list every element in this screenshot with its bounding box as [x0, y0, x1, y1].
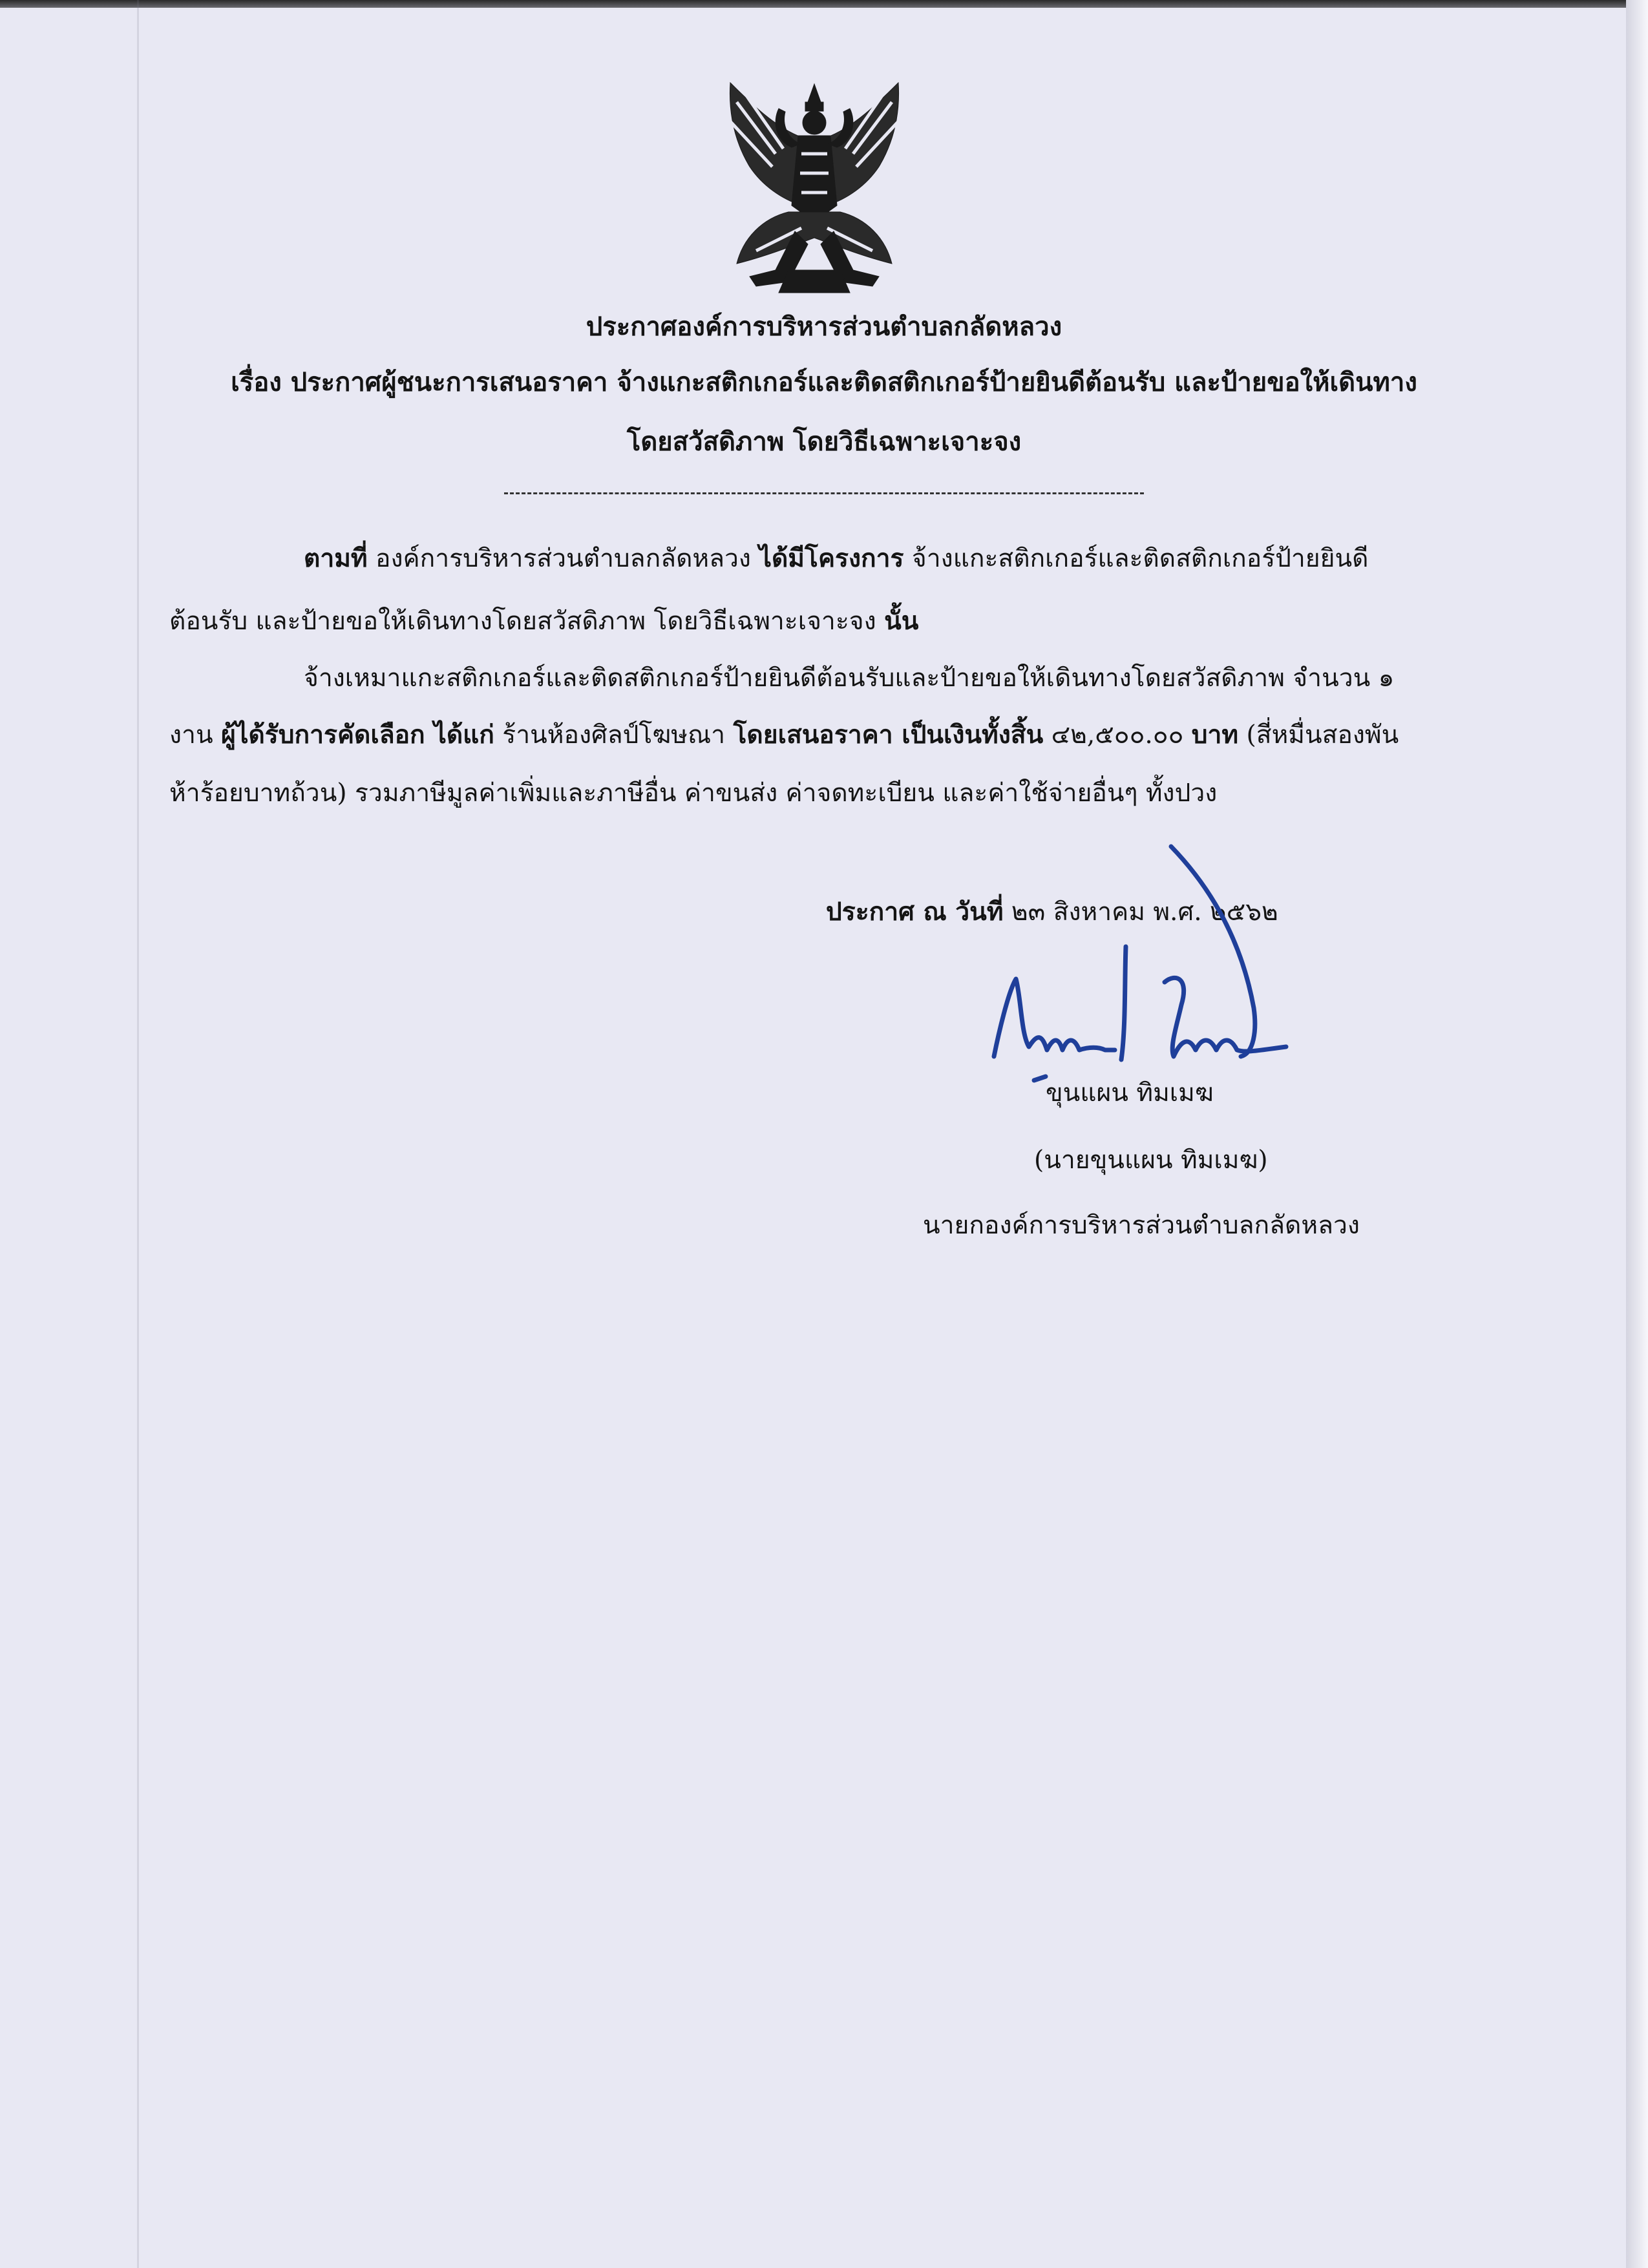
handwritten-signature [982, 840, 1331, 1086]
paragraph-2-currency: บาท [1191, 720, 1239, 750]
paragraph-2-text: งาน [169, 720, 221, 750]
scan-right-edge [1626, 0, 1648, 2268]
scan-top-edge [0, 0, 1648, 8]
document-title: ประกาศองค์การบริหารส่วนตำบลกลัดหลวง [586, 311, 1062, 342]
paragraph-2-amount-words: (สี่หมื่นสองพัน [1238, 720, 1399, 750]
paragraph-1-line-1 [304, 543, 1369, 573]
announcement-prefix: ประกาศ ณ วันที่ [826, 897, 1004, 927]
paragraph-1-keyword: ตามที่ [304, 543, 368, 573]
paragraph-2-amount: ๔๒,๕๐๐.๐๐ [1043, 720, 1192, 750]
document-subject-line-2: โดยสวัสดิภาพ โดยวิธีเฉพาะเจาะจง [626, 426, 1022, 457]
paragraph-2-keyword-2: โดยเสนอราคา เป็นเงินทั้งสิ้น [733, 720, 1044, 750]
document-subject-line-1: เรื่อง ประกาศผู้ชนะการเสนอราคา จ้างแกะสติกเกอร์และติดสติกเกอร์ป้ายยินดีต้อนรับ และป้ายขอให้เดินทาง [231, 367, 1417, 397]
paragraph-2-vendor: ร้านห้องศิลป์โฆษณา [494, 720, 734, 750]
announcement-date-value: ๒๓ สิงหาคม พ.ศ. ๒๕๖๒ [1003, 898, 1278, 927]
garuda-emblem-icon [711, 76, 918, 299]
signer-position: นายกองค์การบริหารส่วนตำบลกลัดหลวง [923, 1211, 1360, 1240]
scan-fold-line [137, 0, 139, 2268]
paragraph-1-text-2: จ้างแกะสติกเกอร์และติดสติกเกอร์ป้ายยินดี [903, 544, 1369, 573]
signed-name: ขุนแผน ทิมเมฆ [1046, 1078, 1214, 1108]
paragraph-1-keyword-2: ได้มีโครงการ [759, 543, 904, 573]
paragraph-2-line-2 [169, 722, 1399, 748]
paragraph-2-line-1: จ้างเหมาแกะสติกเกอร์และติดสติกเกอร์ป้ายยินดีต้อนรับและป้ายขอให้เดินทางโดยสวัสดิภาพ จำนวน ๑ [304, 664, 1395, 693]
paragraph-1-text: องค์การบริหารส่วนตำบลกลัดหลวง [367, 544, 759, 573]
paragraph-1-end: นั้น [884, 606, 919, 636]
paragraph-2-line-3: ห้าร้อยบาทถ้วน) รวมภาษีมูลค่าเพิ่มและภาษีอื่น ค่าขนส่ง ค่าจดทะเบียน และค่าใช้จ่ายอื่นๆ ทั้งปวง [169, 779, 1218, 808]
paragraph-1-text-3: ต้อนรับ และป้ายขอให้เดินทางโดยสวัสดิภาพ โดยวิธีเฉพาะเจาะจง [169, 607, 885, 636]
paragraph-1-line-2 [169, 606, 919, 636]
paragraph-2-keyword: ผู้ได้รับการคัดเลือก ได้แก่ [221, 720, 494, 750]
printed-name: (นายขุนแผน ทิมเมฆ) [1034, 1146, 1268, 1175]
divider-rule [504, 492, 1144, 494]
